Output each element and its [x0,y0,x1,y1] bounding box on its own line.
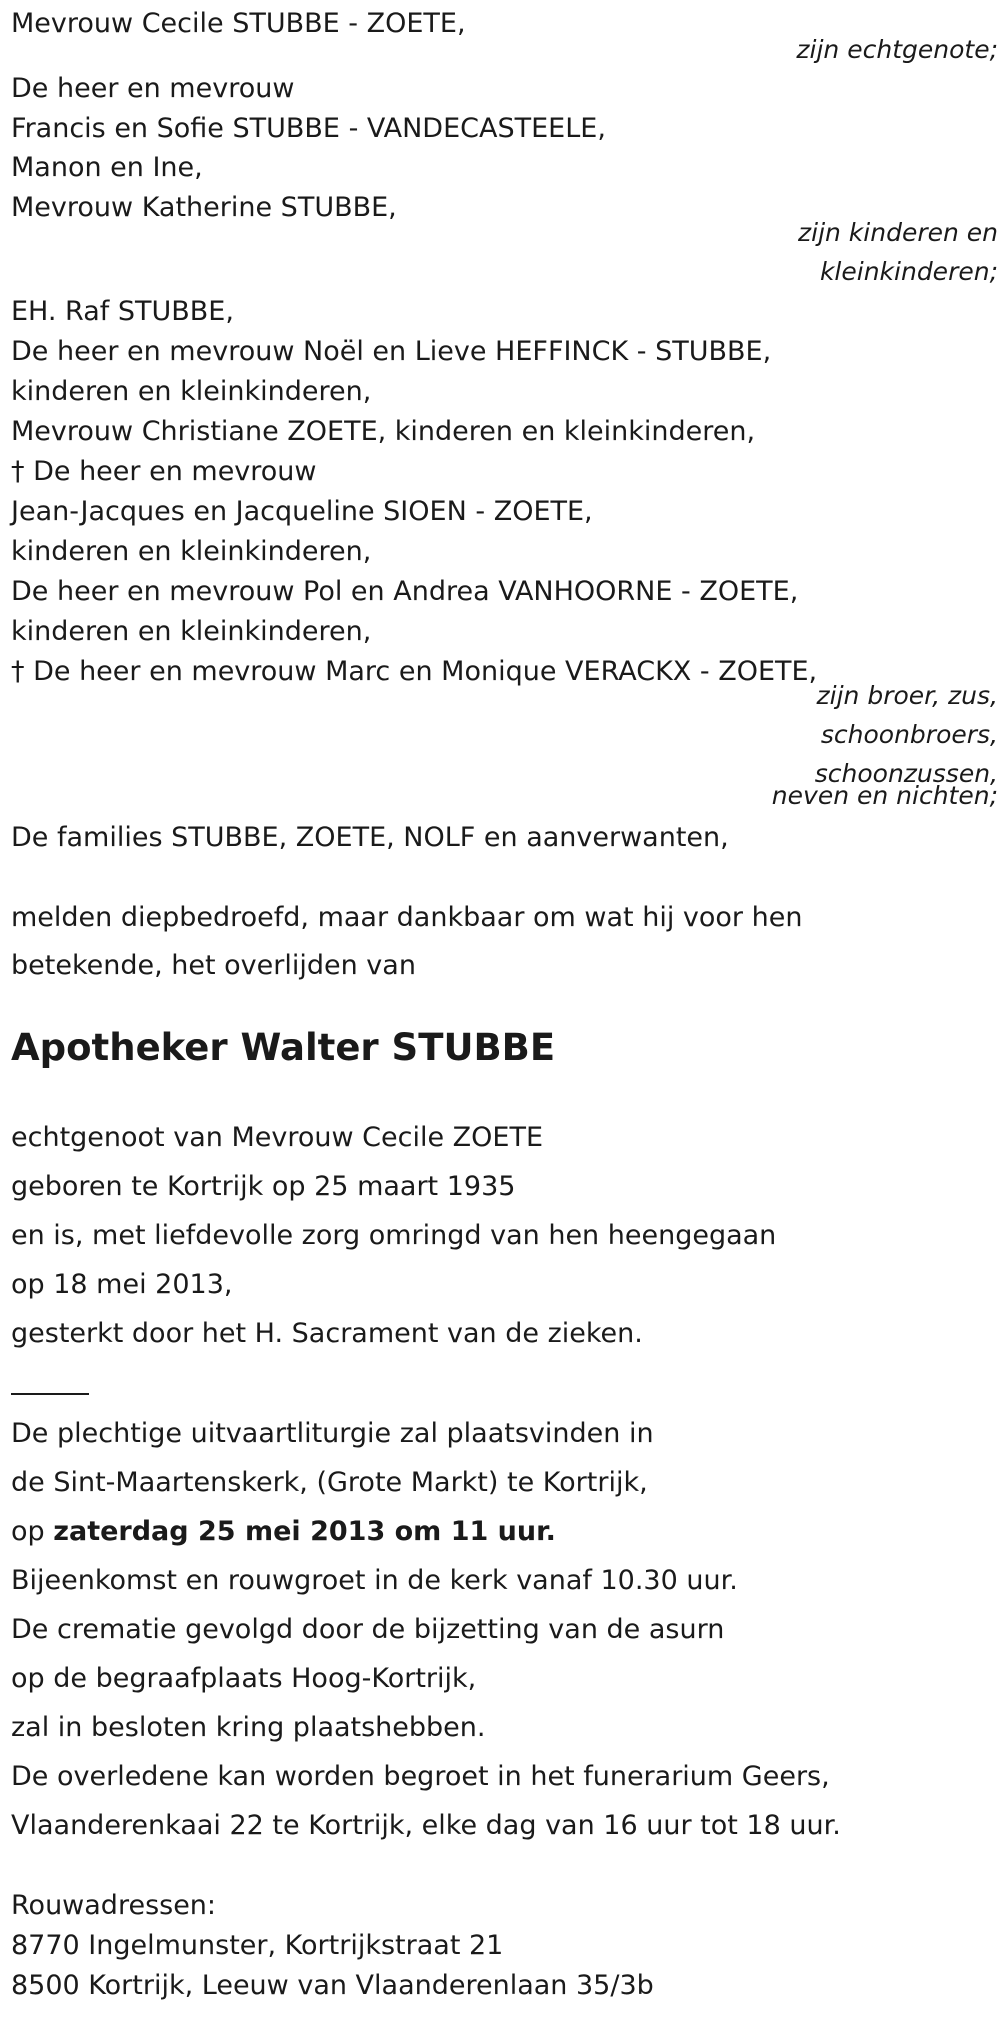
funeral-line: op de begraafplaats Hoog-Kortrijk, [11,1663,477,1694]
separator-line [11,1393,89,1395]
funeral-line: De overledene kan worden begroet in het funerarium Geers, [11,1761,830,1792]
spouse-role: zijn echtgenote; [796,35,998,64]
spouse-line: Mevrouw Cecile STUBBE - ZOETE, [11,8,466,39]
sibling-line: kinderen en kleinkinderen, [11,536,372,567]
siblings-role: schoonzussen, [814,759,998,788]
sibling-line: EH. Raf STUBBE, [11,296,234,327]
announce-line: betekende, het overlijden van [11,950,416,981]
siblings-role: schoonbroers, [820,720,998,749]
sibling-line: † De heer en mevrouw Marc en Monique VERACKX - ZOETE, [11,656,818,687]
funeral-line: De plechtige uitvaartliturgie zal plaatsvinden in [11,1418,654,1449]
funeral-date: zaterdag 25 mei 2013 om 11 uur. [53,1516,556,1547]
details-line: op 18 mei 2013, [11,1269,233,1300]
funeral-line: zal in besloten kring plaatshebben. [11,1712,486,1743]
funeral-line: de Sint-Maartenskerk, (Grote Markt) te Kortrijk, [11,1467,648,1498]
addresses-label: Rouwadressen: [11,1890,217,1921]
funeral-date-prefix: op [11,1516,45,1547]
details-line: gesterkt door het H. Sacrament van de zieken. [11,1318,643,1349]
funeral-line: Vlaanderenkaai 22 te Kortrijk, elke dag van 16 uur tot 18 uur. [11,1810,841,1841]
sibling-line: kinderen en kleinkinderen, [11,616,372,647]
deceased-name: Apotheker Walter STUBBE [11,1026,556,1069]
sibling-line: kinderen en kleinkinderen, [11,376,372,407]
children-line: Manon en Ine, [11,152,203,183]
siblings-role: neven en nichten; [771,781,998,810]
sibling-line: De heer en mevrouw Noël en Lieve HEFFINCK - STUBBE, [11,336,772,367]
sibling-line: De heer en mevrouw Pol en Andrea VANHOORNE - ZOETE, [11,576,799,607]
children-line: Mevrouw Katherine STUBBE, [11,192,397,223]
children-role: kleinkinderen; [819,257,998,286]
details-line: en is, met liefdevolle zorg omringd van hen heengegaan [11,1220,777,1251]
funeral-line: De crematie gevolgd door de bijzetting van de asurn [11,1614,725,1645]
address-line: 8770 Ingelmunster, Kortrijkstraat 21 [11,1930,504,1961]
children-role: zijn kinderen en [798,218,998,247]
funeral-date-line [11,1515,556,1549]
children-line: Francis en Sofie STUBBE - VANDECASTEELE, [11,113,606,144]
funeral-line: Bijeenkomst en rouwgroet in de kerk vanaf 10.30 uur. [11,1565,738,1596]
sibling-line: Mevrouw Christiane ZOETE, kinderen en kleinkinderen, [11,416,756,447]
children-line: De heer en mevrouw [11,73,295,104]
details-line: echtgenoot van Mevrouw Cecile ZOETE [11,1122,543,1153]
siblings-role: zijn broer, zus, [816,681,998,710]
sibling-line: Jean-Jacques en Jacqueline SIOEN - ZOETE, [11,496,593,527]
address-line: 8500 Kortrijk, Leeuw van Vlaanderenlaan 35/3b [11,1970,654,2001]
sibling-line: † De heer en mevrouw [11,456,317,487]
details-line: geboren te Kortrijk op 25 maart 1935 [11,1171,516,1202]
families-line: De families STUBBE, ZOETE, NOLF en aanverwanten, [11,822,729,853]
announce-line: melden diepbedroefd, maar dankbaar om wat hij voor hen [11,902,803,933]
